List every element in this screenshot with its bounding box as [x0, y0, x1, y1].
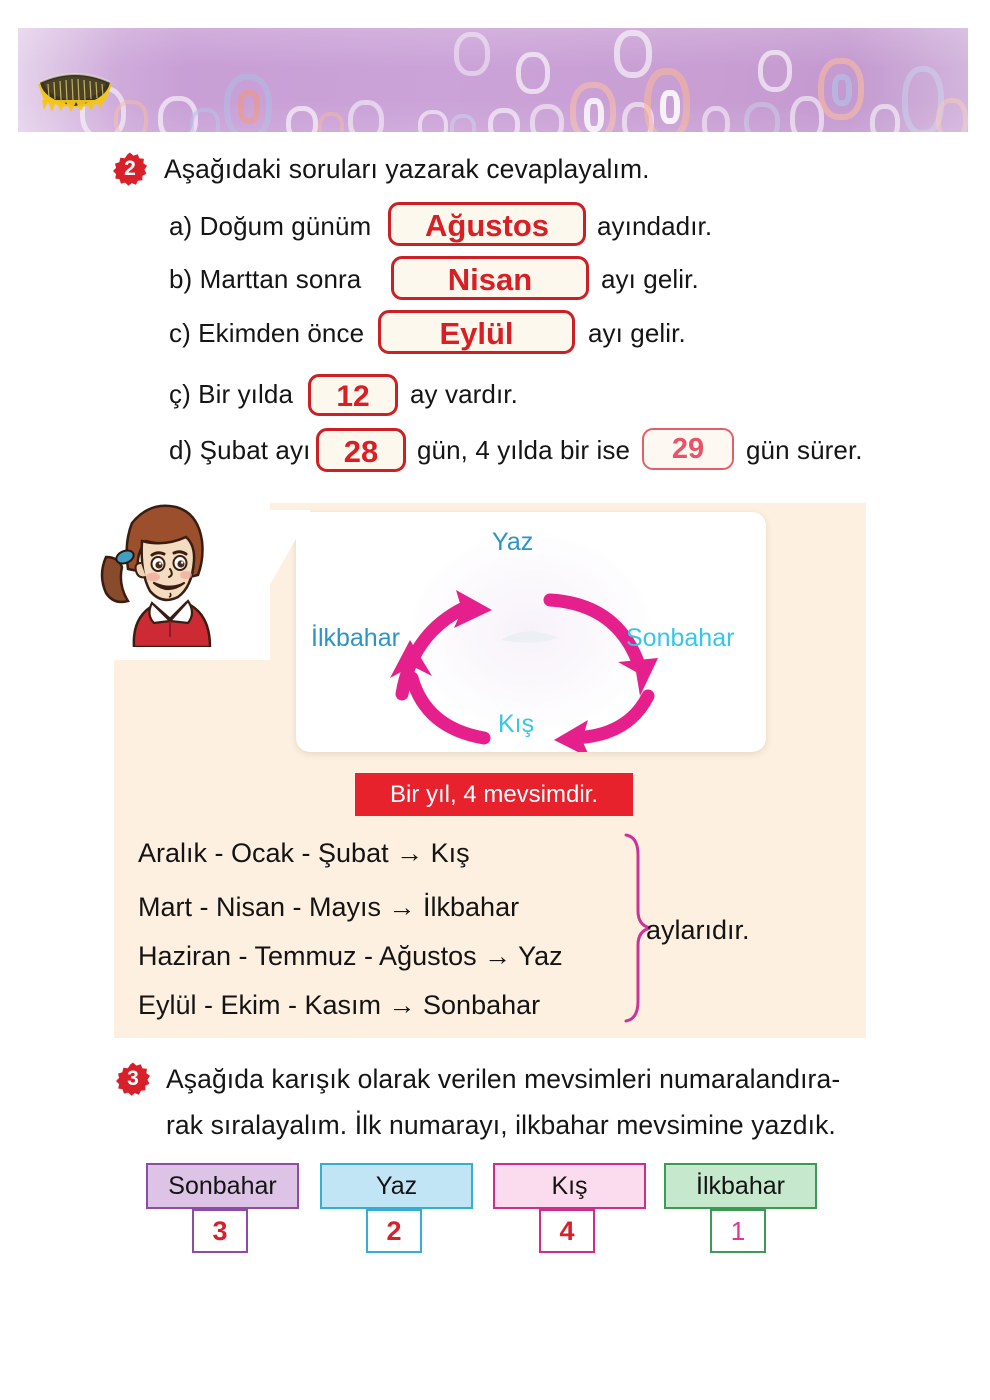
header-pattern-shape [488, 108, 520, 132]
student-girl-illustration [98, 497, 226, 647]
month-season-row: Aralık - Ocak - Şubat → Kış [138, 838, 470, 868]
header-pattern-shape [702, 106, 730, 132]
speech-bubble-tail [266, 510, 310, 600]
item-c-cedilla-suffix: ay vardır. [410, 379, 518, 409]
header-ornament-icon [34, 70, 116, 116]
header-pattern-shape [614, 30, 652, 78]
item-c-cedilla-label: ç) Bir yılda [169, 379, 294, 409]
header-pattern-shape [516, 52, 550, 94]
item-d-middle: gün, 4 yılda bir ise [417, 435, 631, 465]
exercise-2-prompt: Aşağıdaki soruları yazarak cevaplayalım. [164, 154, 650, 184]
item-d-suffix: gün sürer. [746, 435, 863, 465]
header-pattern-shape [318, 112, 344, 132]
header-pattern-shape [758, 50, 792, 92]
answer-field-d-1[interactable]: 28 [316, 428, 406, 472]
header-pattern-shape [190, 108, 220, 132]
cycle-label-ilkbahar: İlkbahar [311, 624, 400, 652]
header-pattern-shape [238, 90, 260, 124]
season-card-ilkbahar[interactable]: İlkbahar [664, 1163, 817, 1209]
answer-field-c-cedilla[interactable]: 12 [308, 374, 398, 416]
answer-field-a[interactable]: Ağustos [388, 202, 586, 246]
header-pattern-shape [454, 32, 490, 76]
month-season-row: Haziran - Temmuz - Ağustos → Yaz [138, 941, 563, 971]
header-pattern-shape [744, 102, 780, 132]
month-season-row: Mart - Nisan - Mayıs → İlkbahar [138, 892, 520, 922]
brace-label: aylarıdır. [646, 915, 750, 945]
header-pattern-shape [660, 90, 680, 124]
header-right-fade [848, 28, 968, 132]
header-pattern-shape [418, 110, 448, 132]
item-a-suffix: ayındadır. [597, 211, 713, 241]
header-pattern-shape [348, 100, 384, 132]
item-a-label: a) Doğum günüm [169, 211, 372, 241]
exercise-2-number: 2 [124, 157, 136, 180]
header-pattern-shape [450, 114, 476, 132]
header-pattern-shape [286, 106, 318, 132]
info-banner: Bir yıl, 4 mevsimdir. [355, 773, 633, 816]
answer-field-d-2[interactable]: 29 [642, 428, 734, 470]
number-box-yaz[interactable]: 2 [366, 1209, 422, 1253]
item-b-suffix: ayı gelir. [601, 264, 699, 294]
cycle-label-sonbahar: Sonbahar [626, 624, 735, 652]
month-season-row: Eylül - Ekim - Kasım → Sonbahar [138, 990, 541, 1020]
cycle-label-kis: Kış [498, 710, 535, 738]
exercise-3-badge [116, 1062, 150, 1096]
header-pattern-shape [530, 104, 564, 132]
answer-field-c[interactable]: Eylül [378, 310, 575, 354]
exercise-3-prompt-line-2: rak sıralayalım. İlk numarayı, ilkbahar mevsimine yazdık. [166, 1110, 836, 1140]
item-c-label: c) Ekimden önce [169, 318, 365, 348]
item-b-label: b) Marttan sonra [169, 264, 362, 294]
cycle-label-yaz: Yaz [492, 528, 534, 556]
item-c-suffix: ayı gelir. [588, 318, 686, 348]
answer-field-b[interactable]: Nisan [391, 256, 589, 300]
exercise-3-prompt-line-1: Aşağıda karışık olarak verilen mevsimleri numaralandıra- [166, 1064, 841, 1094]
exercise-2-badge [113, 152, 147, 186]
season-card-yaz[interactable]: Yaz [320, 1163, 473, 1209]
item-d-label: d) Şubat ayı [169, 435, 311, 465]
decorative-header-band [18, 28, 968, 132]
season-card-kis[interactable]: Kış [493, 1163, 646, 1209]
season-card-sonbahar[interactable]: Sonbahar [146, 1163, 299, 1209]
exercise-3-number: 3 [127, 1067, 139, 1090]
number-box-kis[interactable]: 4 [539, 1209, 595, 1253]
number-box-ilkbahar[interactable]: 1 [710, 1209, 766, 1253]
seasons-cycle-card [296, 512, 766, 752]
number-box-sonbahar[interactable]: 3 [192, 1209, 248, 1253]
header-pattern-shape [584, 98, 604, 132]
